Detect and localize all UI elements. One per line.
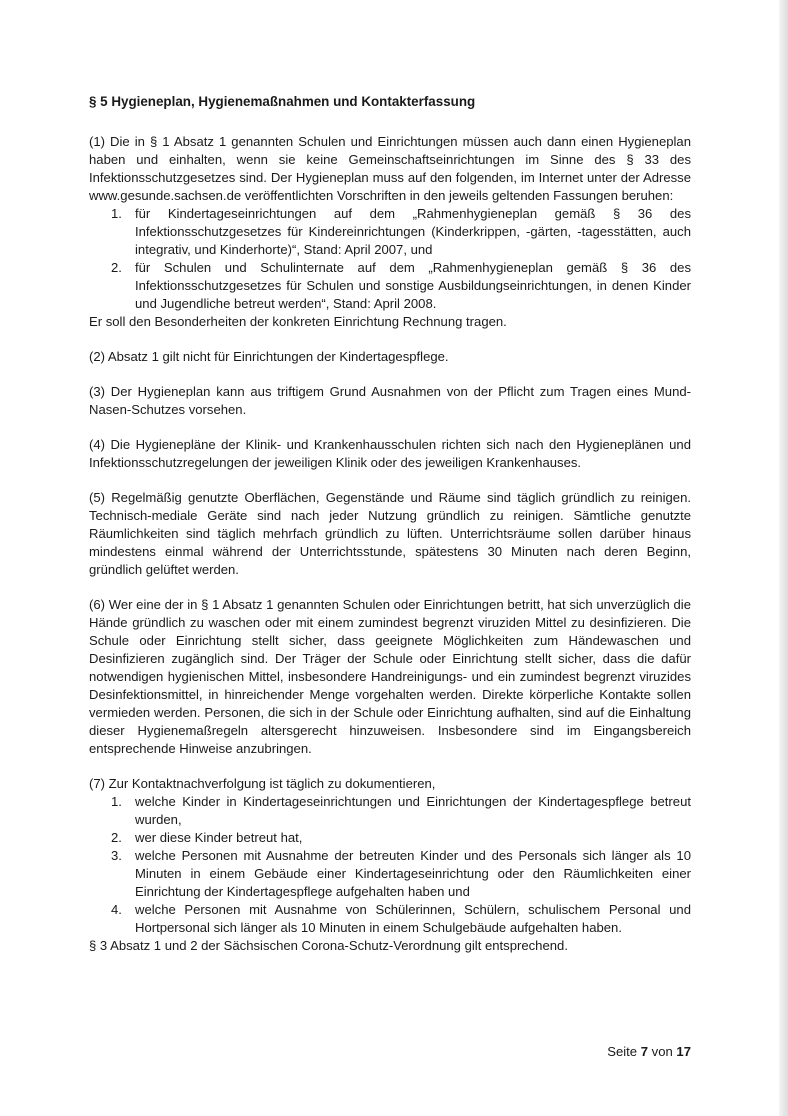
paragraph-1: (1) Die in § 1 Absatz 1 genannten Schulen und Einrichtungen müssen auch dann einen Hygieneplan haben und einhalten, wenn sie keine Gemeinschaftseinrichtungen im Sinne des § 33 des Infektionsschutzgesetzes sind. Der Hygieneplan muss auf den folgenden, im Internet unter der Adresse www.gesunde.sachsen.de veröffentlichten Vorschriften in den jeweils geltenden Fassungen beruhen: — [89, 134, 691, 203]
list-item-text: für Kindertageseinrichtungen auf dem „Rahmenhygieneplan gemäß § 36 des Infektionsschutzgesetzes für Kindereinrichtungen (Kinderkrippen, -gärten, -tagesstätten, auch integrativ, und Kinderhorte)“, Stand: April 2007, und — [135, 206, 691, 257]
list-item — [89, 793, 691, 829]
section-heading: § 5 Hygieneplan, Hygienemaßnahmen und Kontakterfassung — [89, 94, 476, 109]
list-item-text: welche Personen mit Ausnahme der betreuten Kinder und des Personals sich länger als 10 Minuten in einem Gebäude einer Kindertageseinrichtung oder den Räumlichkeiten einer Einrichtung der Kindertagespflege aufgehalten haben und — [135, 848, 691, 899]
paragraph-6: (6) Wer eine der in § 1 Absatz 1 genannten Schulen oder Einrichtungen betritt, hat sich unverzüglich die Hände gründlich zu waschen oder mit einem zumindest begrenzt viruziden Mittel zu desinfizieren. Die Schule oder Einrichtung stellt sicher, dass geeignete Möglichkeiten zum Händewaschen und Desinfizieren zugänglich sind. Der Träger der Schule oder Einrichtung stellt sicher, dass die dafür notwendigen hygienischen Mittel, insbesondere Handreinigungs- und ein zumindest begrenzt viruzides Desinfektionsmittel, in hinreichender Menge vorgehalten werden. Direkte körperliche Kontakte sollen vermieden werden. Personen, die sich in der Schule oder Einrichtung aufhalten, sind auf die Einhaltung dieser Hygienemaßregeln altersgerecht hinzuweisen. Insbesondere sind im Eingangsbereich entsprechende Hinweise anzubringen. — [89, 597, 691, 756]
paragraph-7-closing: § 3 Absatz 1 und 2 der Sächsischen Corona-Schutz-Verordnung gilt entsprechend. — [89, 938, 568, 953]
list-number: 1. — [111, 794, 122, 809]
list-number: 3. — [111, 848, 122, 863]
list-item-text: wer diese Kinder betreut hat, — [135, 830, 303, 845]
page-edge-shadow — [779, 0, 788, 1116]
list-item — [89, 847, 691, 901]
paragraph-1-closing: Er soll den Besonderheiten der konkreten Einrichtung Rechnung tragen. — [89, 314, 507, 329]
footer-page-number: 7 — [640, 1044, 649, 1059]
list-item — [89, 901, 691, 937]
paragraph-4: (4) Die Hygienepläne der Klinik- und Krankenhausschulen richten sich nach den Hygieneplänen und Infektionsschutzregelungen der jeweiligen Klinik oder des jeweiligen Krankenhauses. — [89, 437, 691, 470]
list-item — [89, 259, 691, 313]
paragraph-5: (5) Regelmäßig genutzte Oberflächen, Gegenstände und Räume sind täglich gründlich zu reinigen. Technisch-mediale Geräte sind nach jeder Nutzung gründlich zu reinigen. Sämtliche genutzte Räumlichkeiten sind täglich mehrfach gründlich zu lüften. Unterrichtsräume sollen darüber hinaus mindestens einmal während der Unterrichtsstunde, spätestens 30 Minuten nach deren Beginn, gründlich gelüftet werden. — [89, 490, 691, 577]
list-number: 2. — [111, 830, 122, 845]
list-number: 2. — [111, 260, 122, 275]
footer-middle: von — [651, 1044, 673, 1059]
paragraph-7: (7) Zur Kontaktnachverfolgung ist täglich zu dokumentieren, — [89, 776, 436, 791]
paragraph-2: (2) Absatz 1 gilt nicht für Einrichtungen der Kindertagespflege. — [89, 349, 449, 364]
list-number: 1. — [111, 206, 122, 221]
list-item — [89, 205, 691, 259]
list-number: 4. — [111, 902, 122, 917]
footer-prefix: Seite — [607, 1044, 638, 1059]
page-footer — [607, 1043, 691, 1061]
document-page — [89, 93, 691, 955]
paragraph-3: (3) Der Hygieneplan kann aus triftigem Grund Ausnahmen von der Pflicht zum Tragen eines Mund-Nasen-Schutzes vorsehen. — [89, 384, 691, 417]
list-item-text: welche Kinder in Kindertageseinrichtungen und Einrichtungen der Kindertagespflege betreut wurden, — [135, 794, 691, 827]
paragraph-1-list — [89, 205, 691, 313]
list-item — [89, 829, 691, 847]
footer-total-pages: 17 — [676, 1044, 691, 1059]
list-item-text: welche Personen mit Ausnahme von Schülerinnen, Schülern, schulischem Personal und Hortpersonal sich länger als 10 Minuten in einem Schulgebäude aufgehalten haben. — [135, 902, 691, 935]
paragraph-7-list — [89, 793, 691, 937]
list-item-text: für Schulen und Schulinternate auf dem „Rahmenhygieneplan gemäß § 36 des Infektionsschutzgesetzes für Schulen und sonstige Ausbildungseinrichtungen, in denen Kinder und Jugendliche betreut werden“, Stand: April 2008. — [135, 260, 691, 311]
